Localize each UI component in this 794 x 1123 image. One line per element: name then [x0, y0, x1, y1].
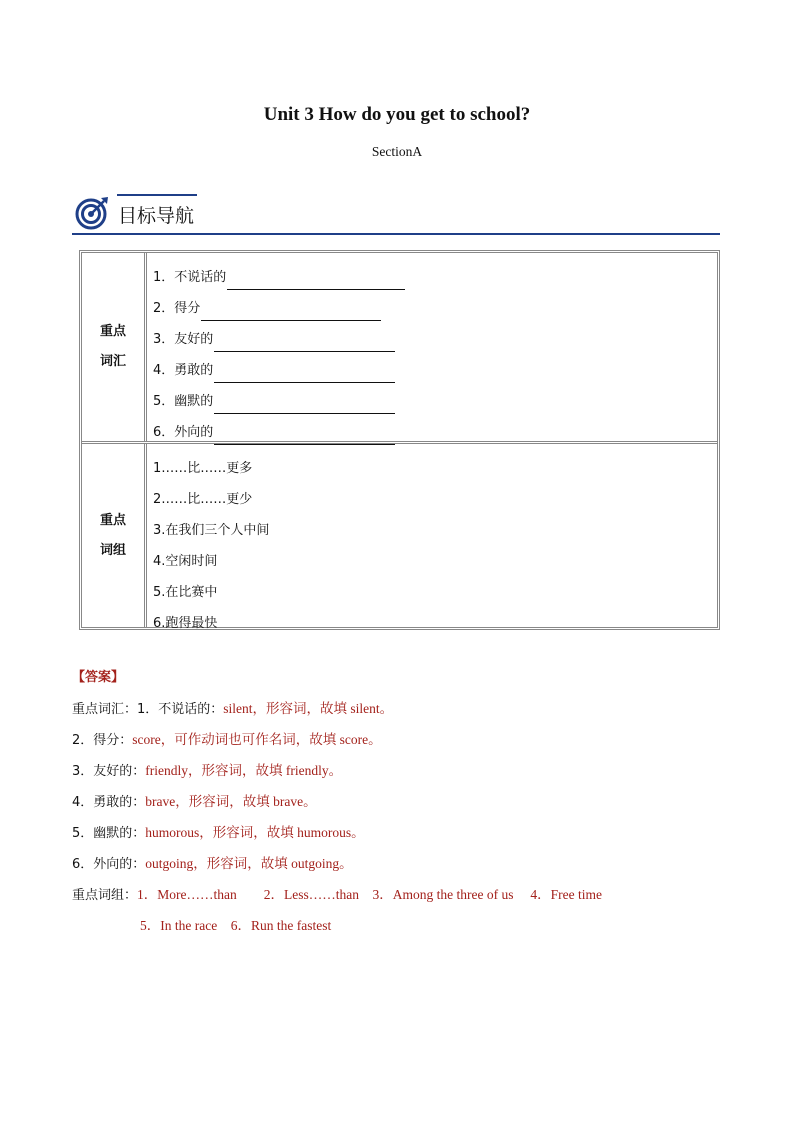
vocab-row — [82, 253, 717, 444]
answer-text: outgoing，形容词，故填 outgoing。 — [145, 856, 353, 871]
answer-text: brave，形容词，故填 brave。 — [145, 794, 317, 809]
answer-line: 重点词汇：1．不说话的：silent，形容词，故填 silent。 — [72, 701, 394, 717]
answer-line: 6．外向的：outgoing，形容词，故填 outgoing。 — [72, 856, 353, 872]
banner-top-rule — [117, 194, 197, 196]
answer-text: humorous，形容词，故填 humorous。 — [145, 825, 365, 840]
vocab-header-line-1: 重点 — [99, 324, 126, 339]
answer-phrase-label: 重点词组： — [72, 888, 138, 903]
answer-text: friendly，形容词，故填 friendly。 — [145, 763, 343, 778]
phrase-item: 3.在我们三个人中间 — [153, 523, 270, 538]
page-title: Unit 3 How do you get to school? — [263, 104, 531, 125]
phrase-item: 4.空闲时间 — [153, 554, 218, 569]
phrase-row — [82, 444, 717, 631]
phrase-item: 6.跑得最快 — [153, 616, 218, 631]
phrase-item: 2……比……更少 — [153, 492, 253, 507]
vocab-header-cell — [82, 253, 147, 441]
answer-tag: 【答案】 — [72, 670, 125, 685]
answer-section — [72, 666, 732, 945]
answer-text: silent，形容词，故填 silent。 — [223, 701, 394, 716]
answer-line: 5．幽默的：humorous，形容词，故填 humorous。 — [72, 825, 365, 841]
answer-text: 5．In the race 6．Run the fastest — [140, 918, 332, 933]
answer-text: score，可作动词也可作名词，故填 score。 — [132, 732, 382, 747]
vocab-header-line-2: 词汇 — [99, 354, 126, 369]
phrase-header-line-2: 词组 — [99, 542, 126, 558]
phrase-item: 1……比……更多 — [153, 461, 253, 476]
phrase-item: 5.在比赛中 — [153, 585, 218, 600]
answer-vocab-label: 重点词汇： — [72, 702, 138, 717]
vocab-item: 4．勇敢的 — [153, 352, 405, 383]
answer-line: 3．友好的：friendly，形容词，故填 friendly。 — [72, 763, 343, 779]
answer-text: 1．More……than 2．Less……than 3．Among the three of us 4．Free time — [137, 887, 602, 902]
target-icon — [75, 196, 109, 230]
answer-line — [72, 883, 732, 914]
phrase-header-line-1: 重点 — [99, 512, 126, 528]
page-subtitle: SectionA — [371, 144, 423, 159]
vocab-item: 1．不说话的 — [153, 259, 405, 290]
section-heading: 目标导航 — [118, 205, 195, 227]
vocab-item: 6．外向的 — [153, 414, 405, 445]
phrase-header-cell — [82, 444, 147, 627]
vocab-table — [79, 250, 720, 630]
vocab-item: 2．得分 — [153, 290, 405, 321]
answer-line: 4．勇敢的：brave，形容词，故填 brave。 — [72, 794, 317, 810]
answer-line: 2．得分：score，可作动词也可作名词，故填 score。 — [72, 732, 382, 748]
answer-line — [72, 914, 732, 945]
vocab-item: 5．幽默的 — [153, 383, 405, 414]
vocab-item: 3．友好的 — [153, 321, 405, 352]
banner-rule — [72, 233, 720, 235]
